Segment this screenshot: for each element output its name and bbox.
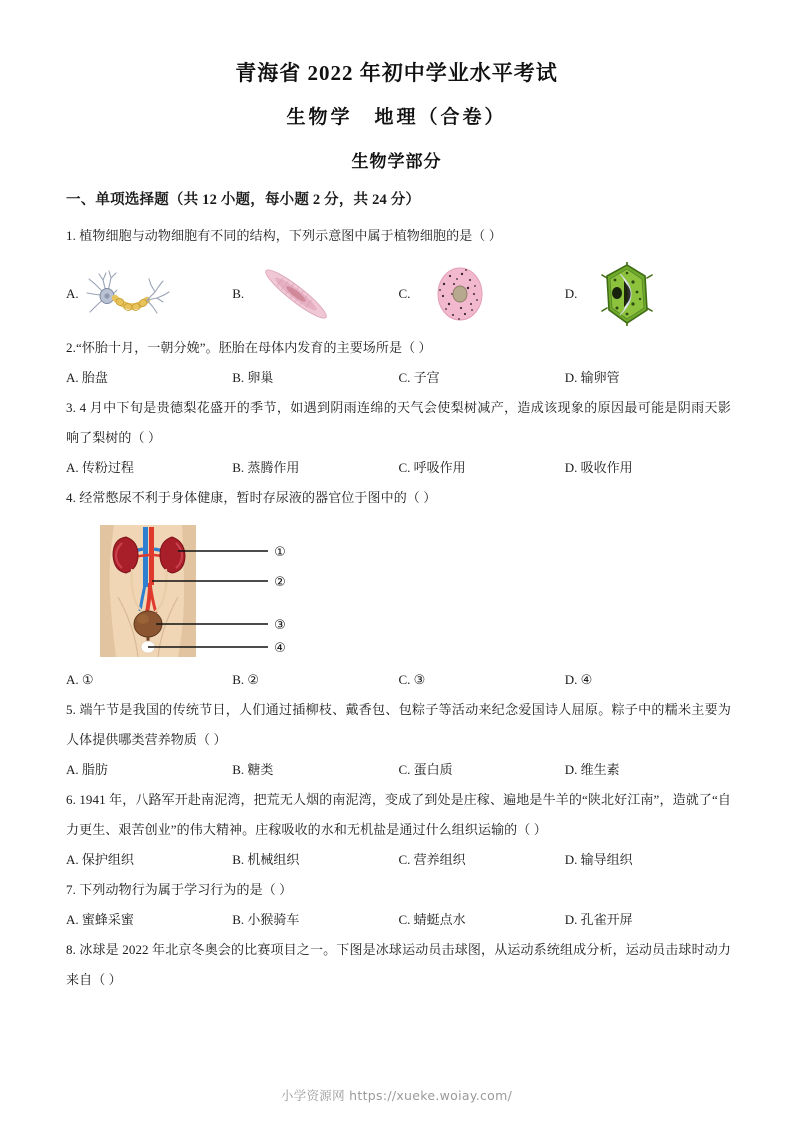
question-4-option-a[interactable]: A. ① <box>66 672 94 687</box>
question-6-option-d[interactable]: D. 输导组织 <box>564 852 633 867</box>
question-5-stem: 5. 端午节是我国的传统节日，人们通过插柳枝、戴香包、包粽子等活动来纪念爱国诗人屈原。粽子中的糯米主要为人体提供哪类营养物质（ ） <box>66 702 731 747</box>
question-8-stem: 8. 冰球是 2022 年北京冬奥会的比赛项目之一。下图是冰球运动员击球图，从运动系统组成分析，运动员击球时动力来自（ ） <box>66 942 731 987</box>
question-2-option-d[interactable]: D. 输卵管 <box>564 370 620 385</box>
question-7-option-b[interactable]: B. 小猴骑车 <box>232 912 300 927</box>
question-4-options <box>66 665 731 695</box>
question-7-option-d[interactable]: D. 孔雀开屏 <box>564 912 633 927</box>
figure-option-c[interactable] <box>399 262 565 326</box>
question-5-options <box>66 755 731 785</box>
question-7-stem: 7. 下列动物行为属于学习行为的是（ ） <box>66 882 293 897</box>
question-6-option-a[interactable]: A. 保护组织 <box>66 852 134 867</box>
figure-option-d[interactable] <box>565 262 731 326</box>
question-5-option-c[interactable]: C. 蛋白质 <box>398 762 453 777</box>
question-2-option-a[interactable]: A. 胎盘 <box>66 370 108 385</box>
question-2-options <box>66 363 731 393</box>
question-4-option-c[interactable]: C. ③ <box>398 672 426 687</box>
figure-option-b-label: B. <box>232 286 245 301</box>
urinary-system-diagram <box>90 525 330 657</box>
question-1-stem: 1. 植物细胞与动物细胞有不同的结构，下列示意图中属于植物细胞的是（ ） <box>66 228 502 243</box>
question-5-option-b[interactable]: B. 糖类 <box>232 762 274 777</box>
question-6-stem: 6. 1941 年，八路军开赴南泥湾，把荒无人烟的南泥湾，变成了到处是庄稼、遍地是牛羊的“陕北好江南”，造就了“自力更生、艰苦创业”的伟大精神。庄稼吸收的水和无机盐是通过什么组织运输的（ ） <box>66 792 731 837</box>
figure-option-a[interactable] <box>66 262 232 326</box>
question-2-stem: 2.“怀胎十月，一朝分娩”。胚胎在母体内发育的主要场所是（ ） <box>66 340 432 355</box>
page-subtitle: 生物学 地理（合卷） <box>286 106 507 128</box>
callout-4: ④ <box>274 641 286 656</box>
question-5-option-a[interactable]: A. 脂肪 <box>66 762 108 777</box>
section-heading: 一、单项选择题（共 12 小题，每小题 2 分，共 24 分） <box>66 192 421 208</box>
part-title: 生物学部分 <box>351 152 442 171</box>
question-2-option-c[interactable]: C. 子宫 <box>398 370 440 385</box>
question-4-stem: 4. 经常憋尿不利于身体健康，暂时存尿液的器官位于图中的（ ） <box>66 490 437 505</box>
question-5-option-d[interactable]: D. 维生素 <box>564 762 620 777</box>
question-3-option-b[interactable]: B. 蒸腾作用 <box>232 460 300 475</box>
neuron-cell-figure <box>85 262 177 326</box>
figure-option-a-label: A. <box>66 286 79 301</box>
question-1-figure-options <box>66 261 731 327</box>
question-3-option-d[interactable]: D. 吸收作用 <box>564 460 633 475</box>
question-2-option-b[interactable]: B. 卵巢 <box>232 370 274 385</box>
question-6-options <box>66 845 731 875</box>
callout-2: ② <box>274 575 286 590</box>
figure-option-c-label: C. <box>398 286 411 301</box>
muscle-cell-figure <box>250 262 342 326</box>
question-3-options <box>66 453 731 483</box>
footer-watermark: 小学资源网 https://xueke.woiay.com/ <box>280 1088 513 1103</box>
question-3-stem: 3. 4 月中下旬是贵德梨花盛开的季节，如遇到阴雨连绵的天气会使梨树减产，造成该现象的原因最可能是阴雨天影响了梨树的（ ） <box>66 400 731 445</box>
question-7-option-c[interactable]: C. 蜻蜓点水 <box>398 912 466 927</box>
question-7-options <box>66 905 731 935</box>
animal-cell-figure <box>416 262 508 326</box>
question-4-option-b[interactable]: B. ② <box>232 672 260 687</box>
figure-option-d-label: D. <box>564 286 578 301</box>
callout-1: ① <box>274 545 286 560</box>
question-7-option-a[interactable]: A. 蜜蜂采蜜 <box>66 912 134 927</box>
question-6-option-c[interactable]: C. 营养组织 <box>398 852 466 867</box>
page-title: 青海省 2022 年初中学业水平考试 <box>235 61 558 85</box>
question-4-option-d[interactable]: D. ④ <box>564 672 593 687</box>
figure-option-b[interactable] <box>232 262 398 326</box>
question-6-option-b[interactable]: B. 机械组织 <box>232 852 300 867</box>
question-3-option-a[interactable]: A. 传粉过程 <box>66 460 134 475</box>
plant-cell-figure <box>583 262 675 326</box>
callout-3: ③ <box>274 618 286 633</box>
document-title-block <box>0 0 793 172</box>
exam-content <box>0 188 793 995</box>
question-3-option-c[interactable]: C. 呼吸作用 <box>398 460 466 475</box>
